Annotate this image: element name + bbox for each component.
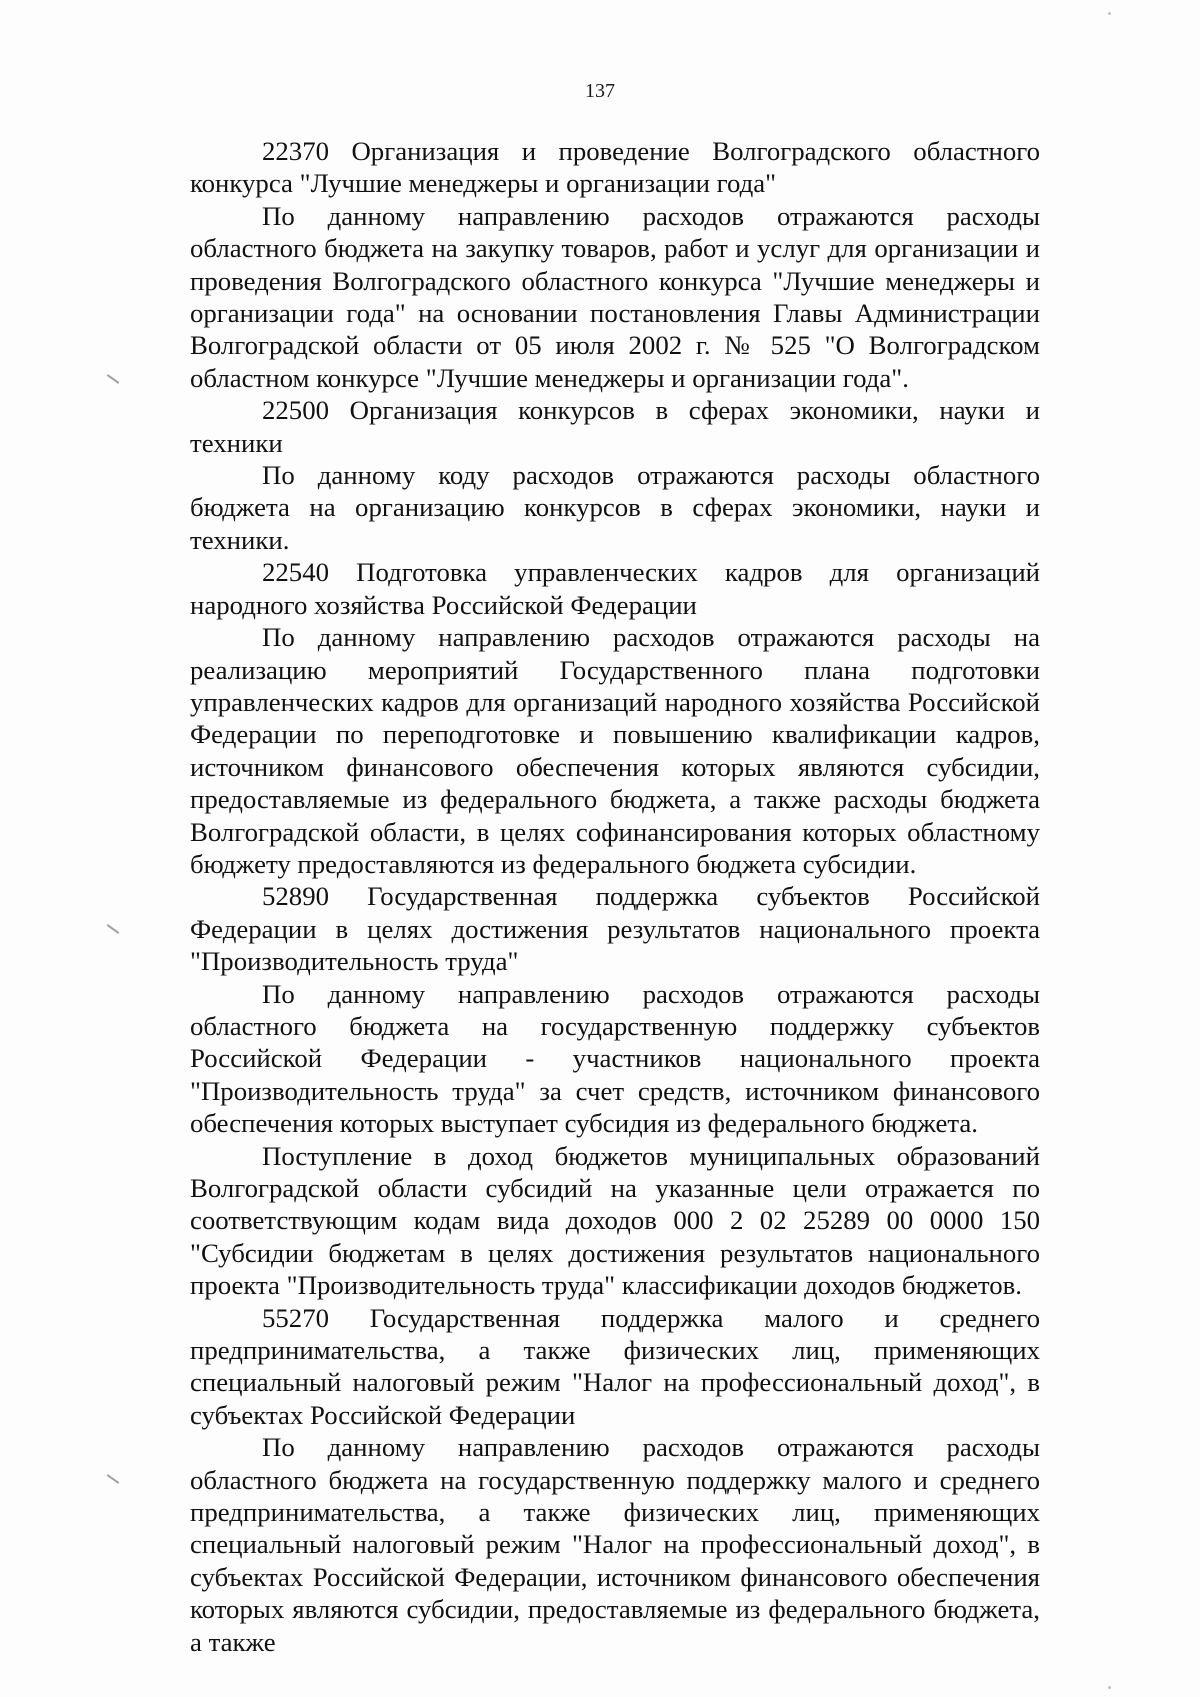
heading-52890: 52890 Государственная поддержка субъектов Российской Федерации в целях достижения результатов национального проекта "Производительность труда" [190, 881, 1040, 977]
scan-margin-mark [107, 1474, 120, 1484]
scan-margin-mark [107, 374, 120, 384]
paragraph-52890-revenue: Поступление в доход бюджетов муниципальных образований Волгоградской области субсидий на указанные цели отражается по соответствующим кодам вида доходов 000 2 02 25289 00 0000 150 "Субсидии бюджетам в целях достижения результатов национального проекта "Производительность труда" классификации доходов бюджетов. [190, 1140, 1040, 1301]
heading-22370: 22370 Организация и проведение Волгоградского областного конкурса "Лучшие менеджеры и организации года" [190, 136, 1040, 199]
scan-speck [1108, 1686, 1111, 1689]
paragraph-22540-description: По данному направлению расходов отражаются расходы на реализацию мероприятий Государственного плана подготовки управленческих кадров для организаций народного хозяйства Российской Федерации по переподготовке и повышению квалификации кадров, источником финансового обеспечения которых являются субсидии, предоставляемые из федерального бюджета, а также расходы бюджета Волгоградской области, в целях софинансирования которых областному бюджету предоставляются из федерального бюджета субсидии. [190, 622, 1040, 879]
heading-22500: 22500 Организация конкурсов в сферах экономики, науки и техники [190, 395, 1040, 458]
paragraph-52890-description: По данному направлению расходов отражаются расходы областного бюджета на государственную поддержку субъектов Российской Федерации - участников национального проекта "Производительность труда" за счет средств, источником финансового обеспечения которых выступает субсидия из федерального бюджета. [190, 978, 1040, 1139]
page-number: 137 [585, 80, 615, 102]
heading-22540: 22540 Подготовка управленческих кадров для организаций народного хозяйства Российской Федерации [190, 557, 1040, 620]
paragraph-22370-description: По данному направлению расходов отражаются расходы областного бюджета на закупку товаров, работ и услуг для организации и проведения Волгоградского областного конкурса "Лучшие менеджеры и организации года" на основании постановления Главы Администрации Волгоградской области от 05 июля 2002 г. № 525 "О Волгоградском областном конкурсе "Лучшие менеджеры и организации года". [190, 200, 1040, 393]
scan-speck [1108, 12, 1111, 15]
document-body [190, 135, 1040, 1658]
paragraph-55270-description: По данному направлению расходов отражаются расходы областного бюджета на государственную поддержку малого и среднего предпринимательства, а также физических лиц, применяющих специальный налоговый режим "Налог на профессиональный доход", в субъектах Российской Федерации, источником финансового обеспечения которых являются субсидии, предоставляемые из федерального бюджета, а также [190, 1432, 1040, 1657]
paragraph-22500-description: По данному коду расходов отражаются расходы областного бюджета на организацию конкурсов в сферах экономики, науки и техники. [190, 460, 1040, 555]
scan-margin-mark [107, 924, 120, 934]
heading-55270: 55270 Государственная поддержка малого и среднего предпринимательства, а также физических лиц, применяющих специальный налоговый режим "Налог на профессиональный доход", в субъектах Российской Федерации [190, 1302, 1040, 1430]
